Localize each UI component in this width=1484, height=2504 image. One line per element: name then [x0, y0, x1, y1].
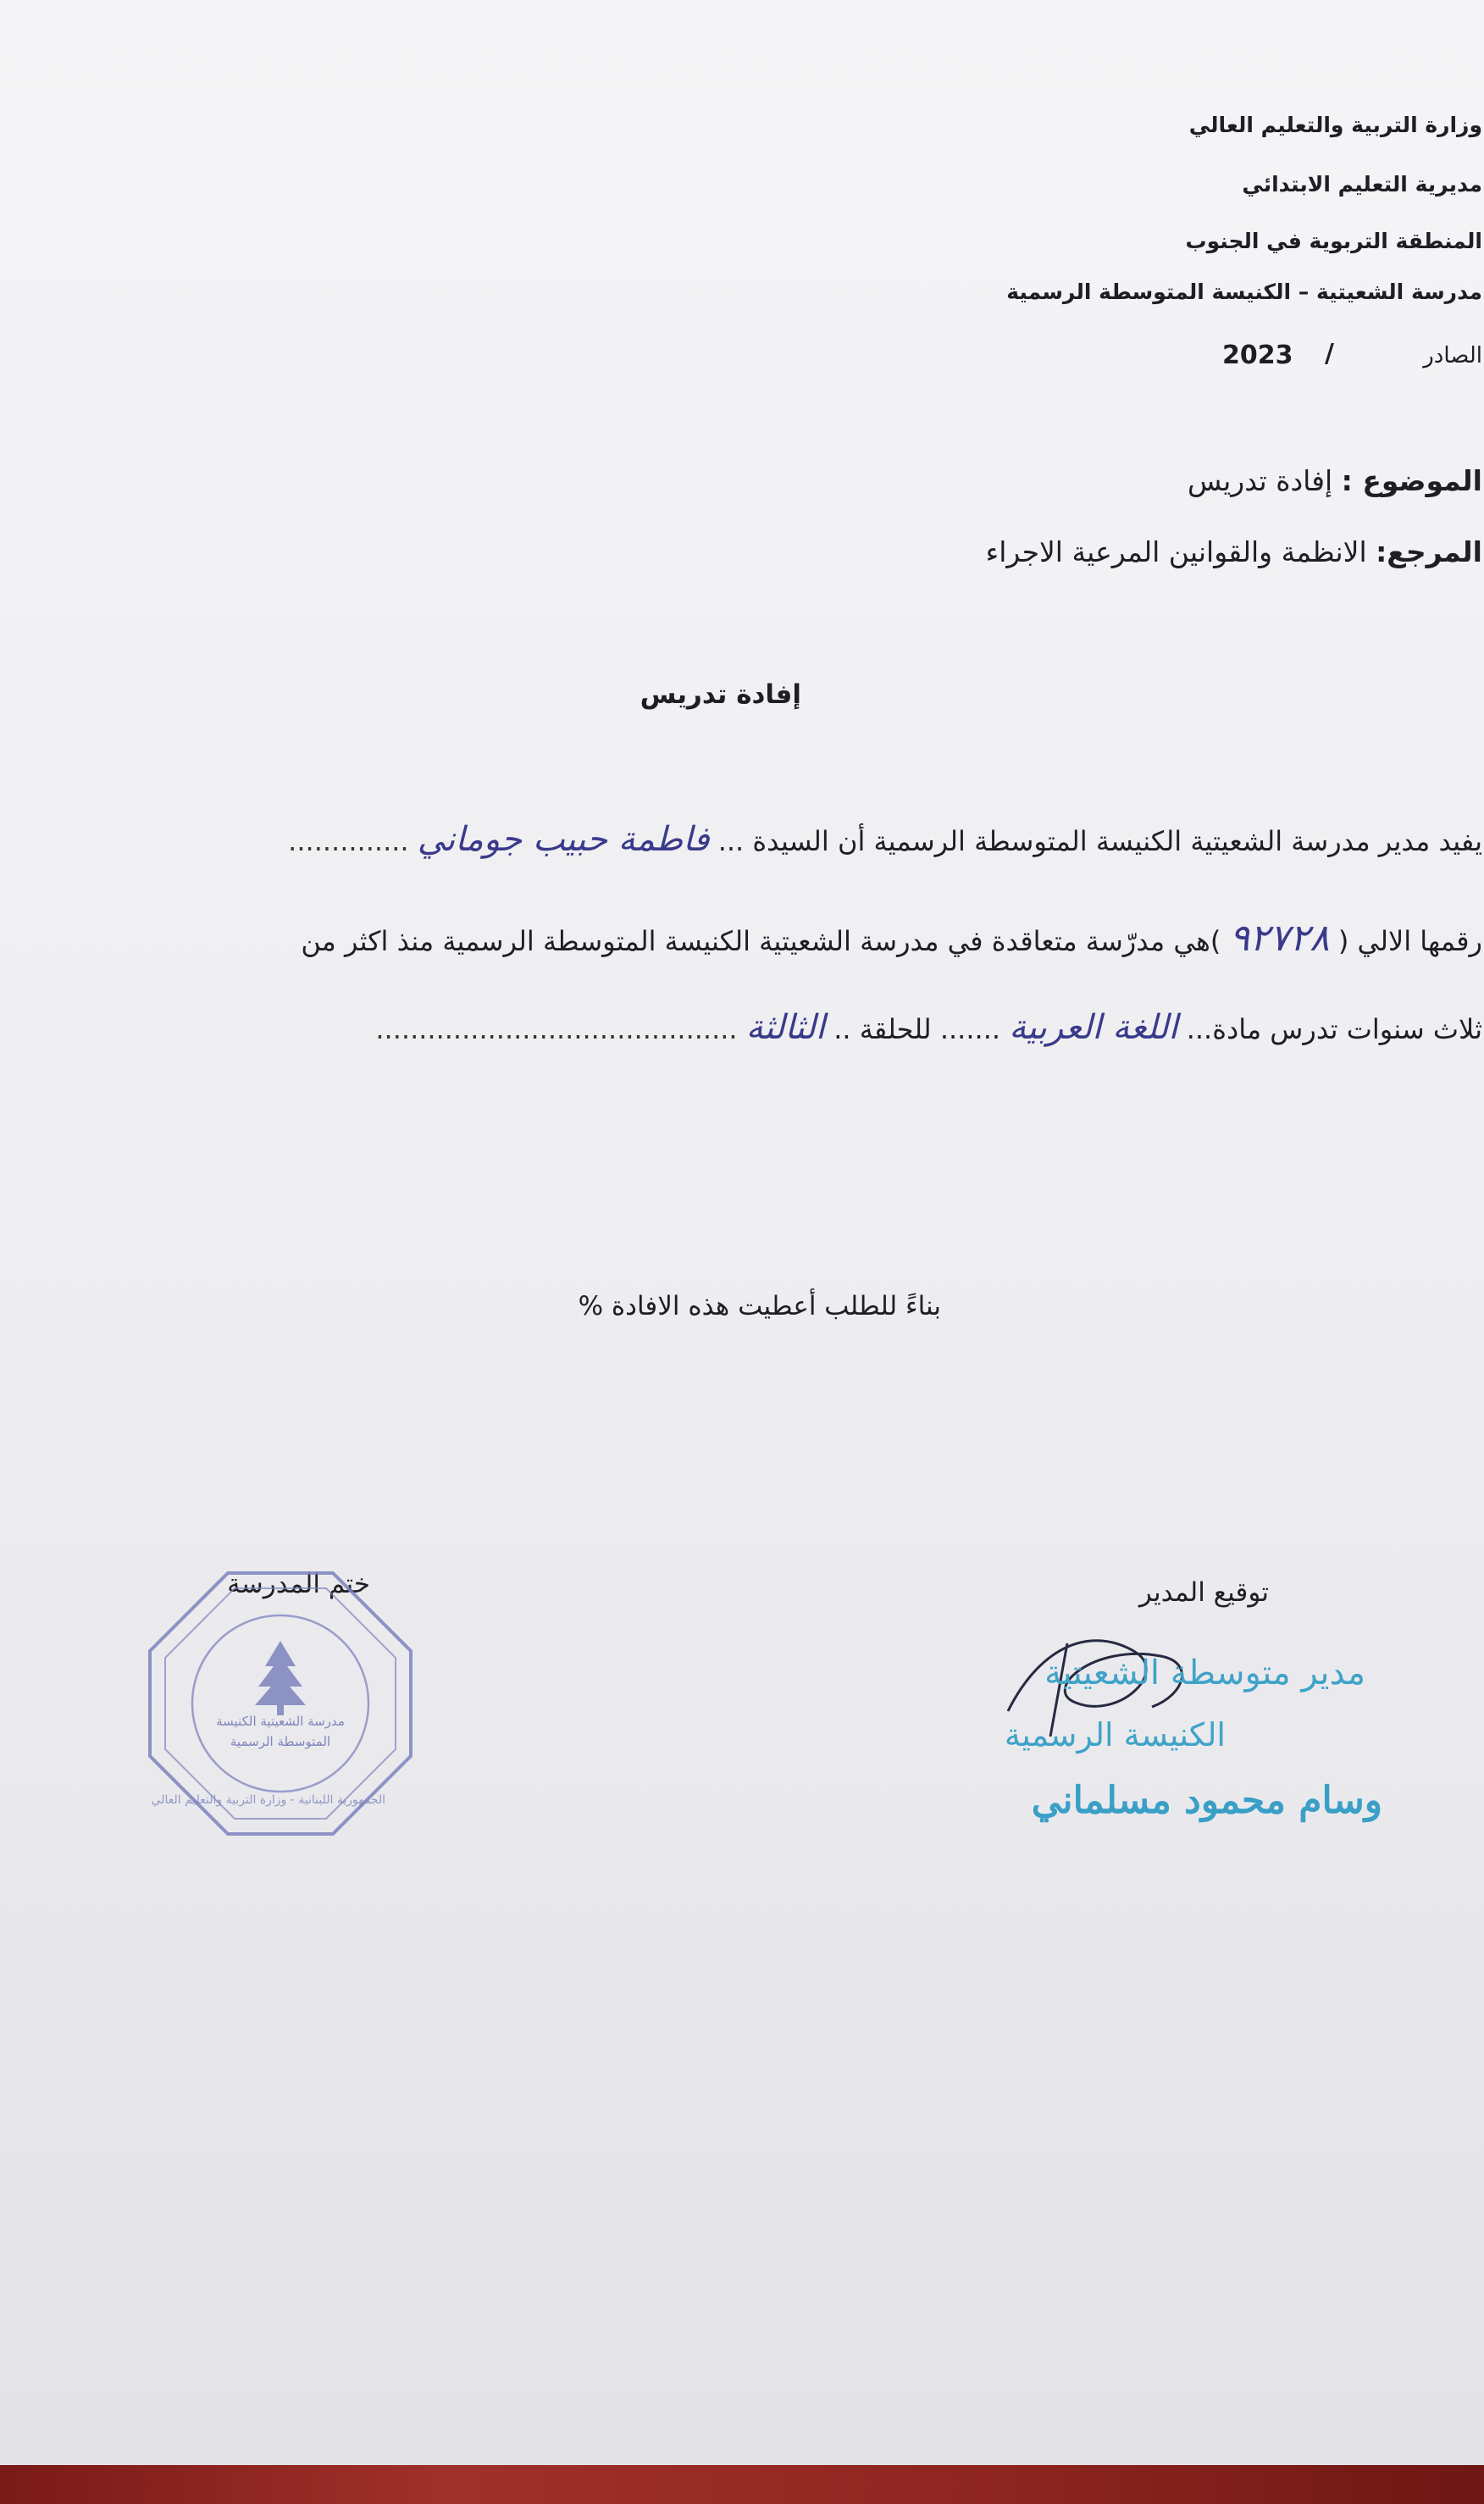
region-name: المنطقة التربوية في الجنوب	[1185, 229, 1482, 253]
school-name: مدرسة الشعيتية – الكنيسة المتوسطة الرسمية	[1006, 280, 1482, 304]
issued-label: الصادر	[1423, 343, 1482, 368]
handwritten-employee-number: ٩٢٧٢٨	[1229, 917, 1330, 960]
director-stamp-line-2: الكنيسة الرسمية	[1004, 1716, 1226, 1753]
closing-statement: بناءً للطلب أعطيت هذه الافادة %	[578, 1291, 941, 1321]
body-line3-text-b: ....... للحلقة ..	[833, 1013, 1001, 1045]
subject-label: الموضوع :	[1341, 464, 1482, 497]
school-stamp-label: ختم المدرسة	[227, 1569, 370, 1599]
reference-value: الانظمة والقوانين المرعية الاجراء	[985, 535, 1376, 568]
body-line-1	[288, 820, 1482, 859]
handwritten-teacher-name: فاطمة حبيب جوماني	[417, 820, 710, 859]
body-line-2	[301, 917, 1482, 960]
table-surface	[0, 2465, 1484, 2504]
director-stamp-line-1: مدير متوسطة الشعيتية	[1044, 1654, 1365, 1692]
issued-separator: /	[1325, 339, 1334, 368]
subject-line	[1188, 464, 1482, 497]
fill-dots: ..........................................	[375, 1013, 738, 1045]
handwritten-subject: اللغة العربية	[1009, 1008, 1178, 1047]
document-title: إفادة تدريس	[640, 679, 801, 710]
directorate-name: مديرية التعليم الابتدائي	[1242, 172, 1482, 197]
stamp-ring-text: الجمهورية اللبنانية - وزارة التربية والتعليم العالي	[151, 1793, 385, 1807]
subject-value: إفادة تدريس	[1188, 464, 1333, 497]
body-line1-text: يفيد مدير مدرسة الشعيتية الكنيسة المتوسطة الرسمية أن السيدة ...	[717, 825, 1482, 857]
reference-label: المرجع:	[1376, 535, 1482, 568]
body-line2-text-b: )هي مدرّسة متعاقدة في مدرسة الشعيتية الكنيسة المتوسطة الرسمية منذ اكثر من	[301, 925, 1221, 957]
issued-year: 2023	[1222, 341, 1293, 370]
director-stamp-name: وسام محمود مسلماني	[1031, 1779, 1382, 1822]
stamp-center-line-2: المتوسطة الرسمية	[230, 1734, 331, 1749]
school-stamp	[140, 1563, 421, 1844]
ministry-name: وزارة التربية والتعليم العالي	[1188, 113, 1482, 137]
fill-dots: ..............	[288, 825, 409, 857]
stamp-center-line-1: مدرسة الشعيتية الكنيسة	[216, 1714, 345, 1729]
director-signature-label: توقيع المدير	[1138, 1577, 1269, 1608]
reference-line	[986, 535, 1482, 568]
handwritten-cycle: الثالثة	[745, 1008, 826, 1047]
body-line3-text-a: ثلاث سنوات تدرس مادة...	[1186, 1013, 1482, 1045]
body-line2-text-a: رقمها الالي (	[1337, 925, 1482, 957]
body-line-3	[375, 1008, 1482, 1047]
